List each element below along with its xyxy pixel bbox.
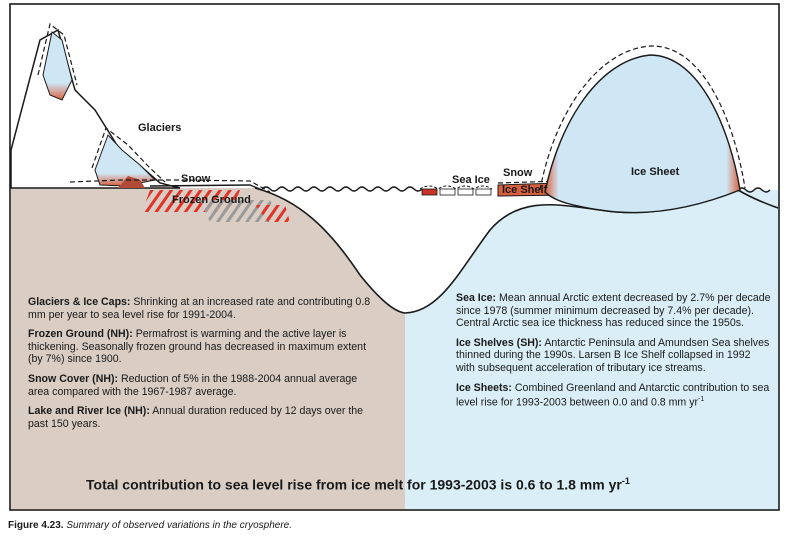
figure-caption: Figure 4.23. Summary of observed variations in the cryosphere. <box>8 520 293 531</box>
label-ice-sheet: Ice Sheet <box>631 166 680 178</box>
note-ice-shelves: Ice Shelves (SH): Antarctic Peninsula and Amundsen Sea shelves thinned during the 1990s. Larsen B Ice Shelf collapsed in 1992 with subsequent acceleration of tributary ice streams. <box>456 336 770 374</box>
label-glaciers: Glaciers <box>138 122 182 134</box>
label-snow-left: Snow <box>181 173 211 185</box>
right-panel <box>456 292 771 409</box>
total-contribution: Total contribution to sea level rise from ice melt for 1993-2003 is 0.6 to 1.8 mm $yr^{-1}$ <box>86 476 630 493</box>
note-snow-cover: Snow Cover (NH): Reduction of 5% in the 1988-2004 annual average area compared with the 1967-1987 average. <box>28 372 358 398</box>
note-glaciers: Glaciers & Ice Caps: Shrinking at an increased rate and contributing 0.8 mm per year to sea level rise for 1991-2004. <box>28 296 371 321</box>
label-ice-shelf: Ice Shelf <box>502 184 548 196</box>
note-frozen-ground: Frozen Ground (NH): Permafrost is warming and the active layer is thickening. Seasonally frozen ground has decreased in maximum extent (by 7%) since 1900. <box>28 328 367 366</box>
label-sea-ice: Sea Ice <box>452 174 490 186</box>
note-ice-sheets: Ice Sheets: Combined Greenland and Antarctic contribution to sea level rise for 1993-2003 between 0.0 and 0.8 mm $yr^{-1}$ <box>456 381 770 409</box>
label-frozen-ground: Frozen Ground <box>172 194 251 206</box>
note-sea-ice: Sea Ice: Mean annual Arctic extent decreased by 2.7% per decade since 1978 (summer minimum decreased by 7.4% per decade). Central Arctic sea ice thickness has reduced since the 1950s. <box>456 292 771 330</box>
label-snow-right: Snow <box>503 167 533 179</box>
left-panel <box>28 296 378 430</box>
note-lake-river-ice: Lake and River Ice (NH): Annual duration reduced by 12 days over the past 150 years. <box>28 405 364 430</box>
